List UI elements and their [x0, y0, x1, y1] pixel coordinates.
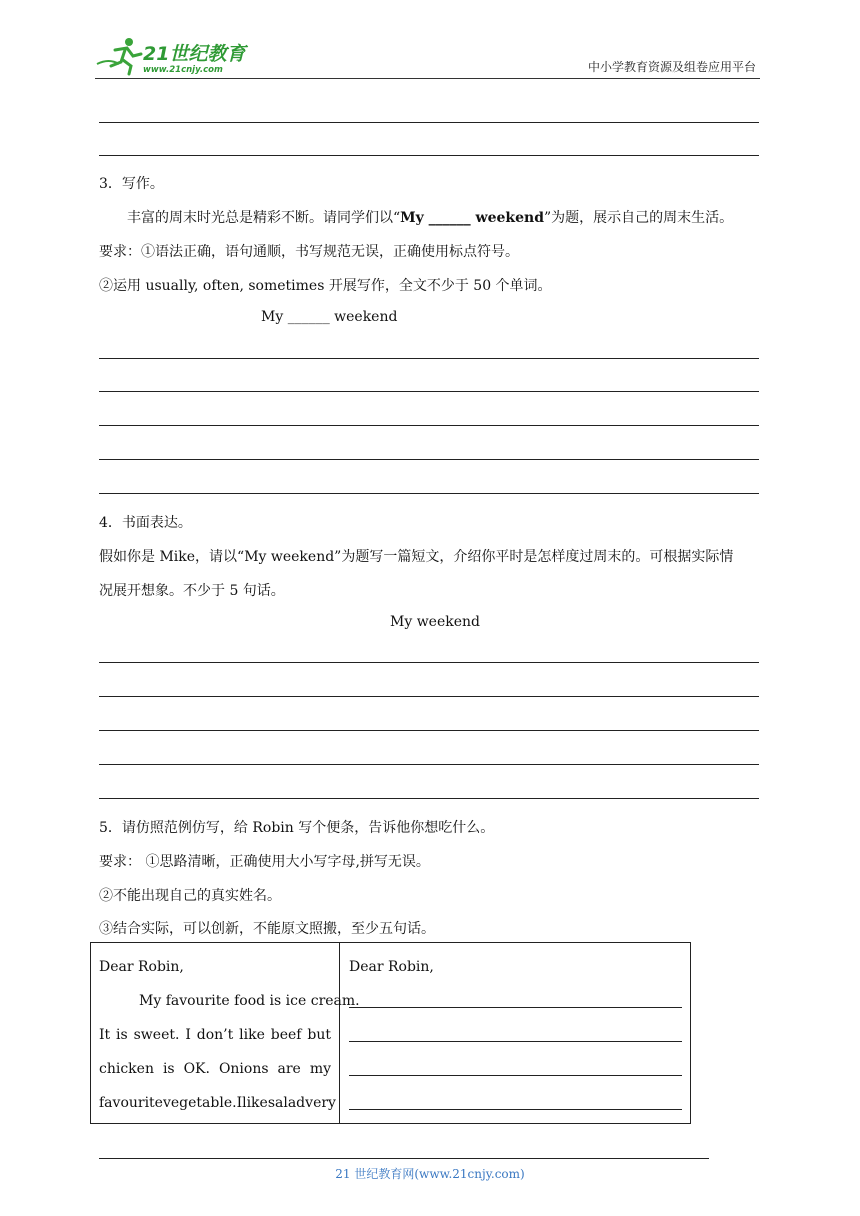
answer-line	[349, 1109, 682, 1110]
answer-greeting: Dear Robin,	[349, 959, 434, 975]
footer-divider	[99, 1158, 709, 1159]
word: I	[185, 1027, 191, 1043]
q4-line-1: 假如你是 Mike，请以“My weekend”为题写一篇短文，介绍你平时是怎样度过周末的。可根据实际情	[99, 549, 734, 565]
word: like	[239, 1027, 265, 1043]
answer-line	[349, 1041, 682, 1042]
running-figure-icon	[97, 38, 141, 74]
example-line-1: My favourite food is ice cream.	[139, 993, 360, 1009]
answer-line	[99, 155, 759, 156]
word: but	[307, 1027, 331, 1043]
word: OK.	[183, 1061, 210, 1077]
word: very	[305, 1095, 336, 1111]
word: sweet.	[133, 1027, 180, 1043]
word: don’t	[196, 1027, 234, 1043]
example-greeting: Dear Robin,	[99, 959, 184, 975]
q4-line-2: 况展开想象。不少于 5 句话。	[99, 583, 285, 599]
answer-line	[99, 459, 759, 460]
answer-line	[99, 493, 759, 494]
q3-intro-pre: 丰富的周末时光总是精彩不断。请同学们以“	[127, 210, 401, 226]
word: chicken	[99, 1061, 154, 1077]
answer-line	[99, 425, 759, 426]
example-line-4	[99, 1095, 336, 1111]
answer-line	[99, 391, 759, 392]
q3-intro-bold: My ______ weekend	[400, 210, 544, 226]
answer-line	[349, 1007, 682, 1008]
word: It	[99, 1027, 111, 1043]
answer-line	[99, 662, 759, 663]
word: vegetable.	[162, 1095, 237, 1111]
example-line-3	[99, 1061, 331, 1077]
page-header	[95, 30, 760, 79]
word: is	[116, 1027, 128, 1043]
q3-essay-title: My ______ weekend	[261, 309, 398, 325]
logo-text: 21世纪教育	[143, 43, 246, 65]
q5-requirement-3: ③结合实际，可以创新，不能原文照搬，至少五句话。	[99, 921, 435, 937]
word: is	[162, 1061, 175, 1077]
answer-line	[99, 798, 759, 799]
q3-title: 3．写作。	[99, 176, 164, 192]
q5-requirement-1: 要求： ①思路清晰，正确使用大小写字母,拼写无误。	[99, 854, 430, 870]
word: I	[236, 1095, 243, 1111]
word: favourite	[99, 1095, 163, 1111]
answer-line	[99, 122, 759, 123]
site-logo	[95, 34, 260, 76]
q3-intro	[127, 207, 733, 227]
footer-text[interactable]: 21 世纪教育网(www.21cnjy.com)	[335, 1167, 525, 1181]
platform-name: 中小学教育资源及组卷应用平台	[587, 60, 756, 74]
word: my	[309, 1061, 331, 1077]
q3-requirement-1: 要求：①语法正确，语句通顺，书写规范无误，正确使用标点符号。	[99, 244, 519, 260]
q4-essay-title: My weekend	[390, 614, 480, 630]
q3-requirement-2: ②运用 usually, often, sometimes 开展写作，全文不少于 50 个单词。	[99, 278, 552, 294]
word: beef	[270, 1027, 302, 1043]
answer-line	[99, 696, 759, 697]
word: are	[277, 1061, 301, 1077]
logo-url: www.21cnjy.com	[143, 65, 223, 75]
word: like	[242, 1095, 268, 1111]
q5-requirement-2: ②不能出现自己的真实姓名。	[99, 888, 281, 904]
answer-line	[99, 358, 759, 359]
word: salad	[267, 1095, 306, 1111]
q3-intro-post: ”为题，展示自己的周末生活。	[543, 210, 734, 226]
q4-title: 4．书面表达。	[99, 515, 192, 531]
answer-line	[99, 730, 759, 731]
table-divider	[339, 943, 340, 1123]
word: Onions	[218, 1061, 269, 1077]
q5-title: 5．请仿照范例仿写，给 Robin 写个便条，告诉他你想吃什么。	[99, 820, 495, 836]
answer-line	[349, 1075, 682, 1076]
answer-line	[99, 764, 759, 765]
example-line-2	[99, 1027, 331, 1043]
